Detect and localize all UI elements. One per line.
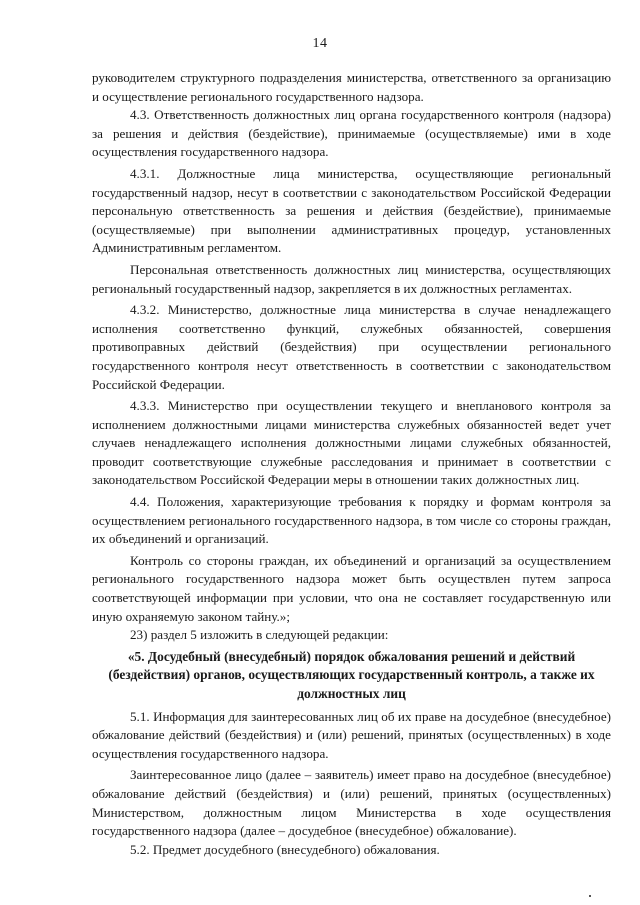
paragraph-continuation: руководителем структурного подразделения министерства, ответственного за организацию и осуществление регионального государственного надзора.: [92, 70, 611, 104]
paragraph-appellant: Заинтересованное лицо (далее – заявитель) имеет право на досудебное (внесудебное) обжалование действий (бездействия) и (или) решений, принятых (осуществленных) Министерством, должностным лицом Министерства в ходе осуществления государственного надзора (далее – досудебное (внесудебное) обжалование).: [92, 767, 611, 839]
paragraph-5-2: 5.2. Предмет досудебного (внесудебного) обжалования.: [130, 841, 440, 857]
paragraph-personal-responsibility: Персональная ответственность должностных лиц министерства, осуществляющих региональный государственный надзор, закрепляется в их должностных регламентах.: [92, 261, 611, 296]
paragraph-item-23: 23) раздел 5 изложить в следующей редакции:: [130, 627, 389, 643]
paragraph-4-3-1: 4.3.1. Должностные лица министерства, осуществляющие региональный государственный надзор, несут в соответствии с законодательством Российской Федерации персональную ответственность за решения и действия (бездействие), принимаемые (осуществляемые) при выполнении административных процедур, установленных Административным регламентом.: [92, 165, 611, 256]
paragraph-4-3-2: 4.3.2. Министерство, должностные лица министерства в случае ненадлежащего исполнения соответственно функций, служебных обязанностей, совершения противоправных действий (бездействия) при осуществлении регионального государственного контроля несут ответственность в соответствии с законодательством Российской Федерации.: [92, 302, 611, 392]
section-5-heading: «5. Досудебный (внесудебный) порядок обжалования решений и действий (бездействия) органов, осуществляющих государственный контроль, а также их должностных лиц: [108, 648, 595, 701]
paragraph-5-1: 5.1. Информация для заинтересованных лиц об их праве на досудебное (внесудебное) обжалование действий (бездействия) и (или) решений, принятых (осуществленных) в ходе осуществления государственного надзора.: [92, 708, 611, 761]
paragraph-4-3: 4.3. Ответственность должностных лиц органа государственного контроля (надзора) за решения и действия (бездействие), принимаемые (осуществляемые) ими в ходе осуществления государственного надзора.: [92, 107, 611, 160]
paragraph-4-3-3: 4.3.3. Министерство при осуществлении текущего и внепланового контроля за исполнением должностными лицами министерства служебных обязанностей ведет учет случаев ненадлежащего исполнения должностными лицами служебных обязанностей, проводит соответствующие служебные расследования и принимает в соответствии с законодательством Российской Федерации меры в отношении таких должностных лиц.: [92, 398, 611, 488]
paragraph-citizen-control: Контроль со стороны граждан, их объединений и организаций за осуществлением регионального государственного надзора может быть осуществлен путем запроса соответствующей информации при условии, что она не составляет государственную или иную охраняемую законом тайну.»;: [92, 552, 611, 624]
document-body: [92, 69, 611, 859]
scan-speck: [589, 895, 591, 897]
page-number: 14: [312, 36, 328, 51]
paragraph-4-4: 4.4. Положения, характеризующие требования к порядку и формам контроля за осуществлением регионального государственного надзора, в том числе со стороны граждан, их объединений и организаций.: [92, 494, 611, 547]
